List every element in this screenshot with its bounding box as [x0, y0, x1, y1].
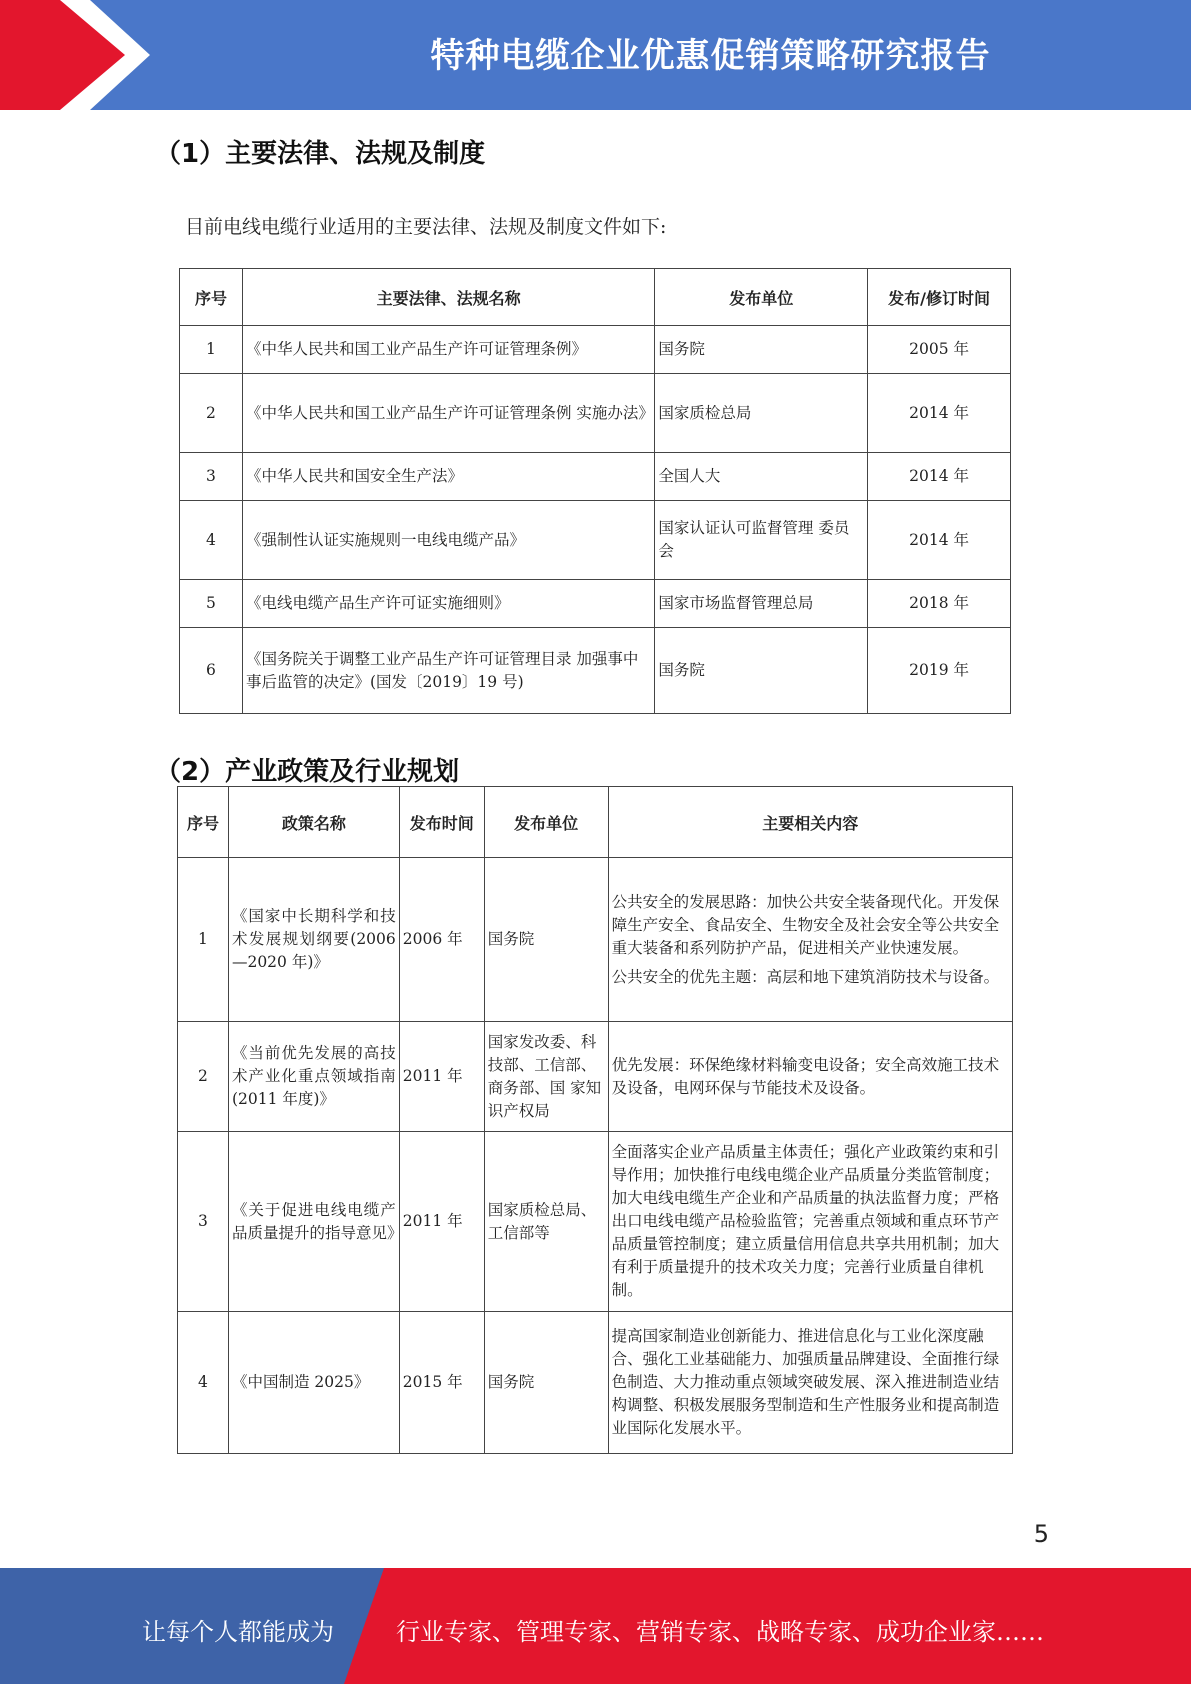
issuer: 全国人大 [655, 453, 868, 501]
row-number: 1 [180, 326, 243, 374]
column-header: 发布单位 [655, 269, 868, 326]
publish-date: 2014 年 [868, 374, 1011, 453]
table-header-row [178, 787, 1013, 858]
report-title: 特种电缆企业优惠促销策略研究报告 [430, 36, 991, 76]
row-number: 3 [178, 1132, 229, 1312]
law-name: 《中华人民共和国工业产品生产许可证管理条例》 [242, 326, 654, 374]
column-header: 主要法律、法规名称 [242, 269, 654, 326]
publish-date: 2015 年 [399, 1312, 484, 1454]
table-row [180, 374, 1011, 453]
content-paragraph: 全面落实企业产品质量主体责任；强化产业政策约束和引导作用；加快推行电线电缆企业产品质量分类监管制度；加大电线电缆生产企业和产品质量的执法监督力度；严格出口电线电缆产品检验监管；完善重点领域和重点环节产品质量管控制度；建立质量信用信息共享共用机制；加大有利于质量提升的技术攻关力度；完善行业质量自律机制。 [611, 1143, 1000, 1299]
issuer: 国家发改委、科技部、工信部、商务部、国 家知识产权局 [484, 1022, 608, 1132]
law-name: 《电线电缆产品生产许可证实施细则》 [242, 580, 654, 628]
policy-content [608, 858, 1012, 1022]
content-paragraph: 提高国家制造业创新能力、推进信息化与工业化深度融合、强化工业基础能力、加强质量品牌建设、全面推行绿色制造、大力推动重点领域突破发展、深入推进制造业结构调整、积极发展服务型制造和生产性服务业和提高制造业国际化发展水平。 [611, 1327, 1000, 1437]
footer-slogan-right: 行业专家、管理专家、营销专家、战略专家、成功企业家…… [396, 1618, 1044, 1646]
page-header [0, 0, 1191, 110]
row-number: 6 [180, 628, 243, 714]
law-name: 《中华人民共和国安全生产法》 [242, 453, 654, 501]
section-1-title: （1）主要法律、法规及制度 [155, 139, 486, 169]
policy-name: 《国家中长期科学和技术发展规划纲要(2006—2020 年)》 [228, 858, 399, 1022]
table-row [180, 580, 1011, 628]
row-number: 4 [180, 501, 243, 580]
column-header: 主要相关内容 [608, 787, 1012, 858]
publish-date: 2011 年 [399, 1132, 484, 1312]
content-paragraph: 公共安全的发展思路：加快公共安全装备现代化。开发保障生产安全、食品安全、生物安全及社会安全等公共安全重大装备和系列防护产品，促进相关产业快速发展。 [611, 892, 1000, 957]
table-row [180, 326, 1011, 374]
table-row [180, 453, 1011, 501]
publish-date: 2018 年 [868, 580, 1011, 628]
issuer: 国家认证认可监督管理 委员会 [655, 501, 868, 580]
row-number: 5 [180, 580, 243, 628]
row-number: 2 [178, 1022, 229, 1132]
column-header: 发布/修订时间 [868, 269, 1011, 326]
column-header: 发布单位 [484, 787, 608, 858]
policy-name: 《当前优先发展的高技术产业化重点领域指南(2011 年度)》 [228, 1022, 399, 1132]
table-row [180, 501, 1011, 580]
column-header: 序号 [178, 787, 229, 858]
policy-name: 《关于促进电线电缆产品质量提升的指导意见》 [228, 1132, 399, 1312]
table-row [178, 1022, 1013, 1132]
table-row [178, 1132, 1013, 1312]
content-paragraph: 优先发展：环保绝缘材料输变电设备；安全高效施工技术及设备，电网环保与节能技术及设备。 [611, 1055, 1000, 1097]
publish-date: 2006 年 [399, 858, 484, 1022]
publish-date: 2019 年 [868, 628, 1011, 714]
law-name: 《中华人民共和国工业产品生产许可证管理条例 实施办法》 [242, 374, 654, 453]
policy-content [608, 1132, 1012, 1312]
publish-date: 2014 年 [868, 501, 1011, 580]
issuer: 国家质检总局、工信部等 [484, 1132, 608, 1312]
table-row [178, 1312, 1013, 1454]
section-2-title: （2）产业政策及行业规划 [155, 757, 460, 787]
issuer: 国务院 [484, 1312, 608, 1454]
footer-slogan-left: 让每个人都能成为 [142, 1618, 334, 1646]
issuer: 国务院 [655, 628, 868, 714]
section-1-intro: 目前电线电缆行业适用的主要法律、法规及制度文件如下: [185, 216, 667, 238]
policy-table [177, 786, 1013, 1454]
row-number: 4 [178, 1312, 229, 1454]
page-footer [0, 1568, 1191, 1684]
issuer: 国务院 [655, 326, 868, 374]
laws-table [179, 268, 1011, 714]
policy-content [608, 1312, 1012, 1454]
publish-date: 2011 年 [399, 1022, 484, 1132]
policy-content [608, 1022, 1012, 1132]
column-header: 发布时间 [399, 787, 484, 858]
publish-date: 2005 年 [868, 326, 1011, 374]
column-header: 序号 [180, 269, 243, 326]
issuer: 国家市场监督管理总局 [655, 580, 868, 628]
issuer: 国务院 [484, 858, 608, 1022]
table-row [180, 628, 1011, 714]
row-number: 3 [180, 453, 243, 501]
publish-date: 2014 年 [868, 453, 1011, 501]
issuer: 国家质检总局 [655, 374, 868, 453]
row-number: 2 [180, 374, 243, 453]
column-header: 政策名称 [228, 787, 399, 858]
law-name: 《国务院关于调整工业产品生产许可证管理目录 加强事中事后监管的决定》(国发〔2019〕19 号) [242, 628, 654, 714]
table-row [178, 858, 1013, 1022]
law-name: 《强制性认证实施规则一电线电缆产品》 [242, 501, 654, 580]
content-paragraph: 公共安全的优先主题：高层和地下建筑消防技术与设备。 [611, 967, 1000, 986]
page-number: 5 [1033, 1520, 1049, 1548]
policy-name: 《中国制造 2025》 [228, 1312, 399, 1454]
table-header-row [180, 269, 1011, 326]
row-number: 1 [178, 858, 229, 1022]
